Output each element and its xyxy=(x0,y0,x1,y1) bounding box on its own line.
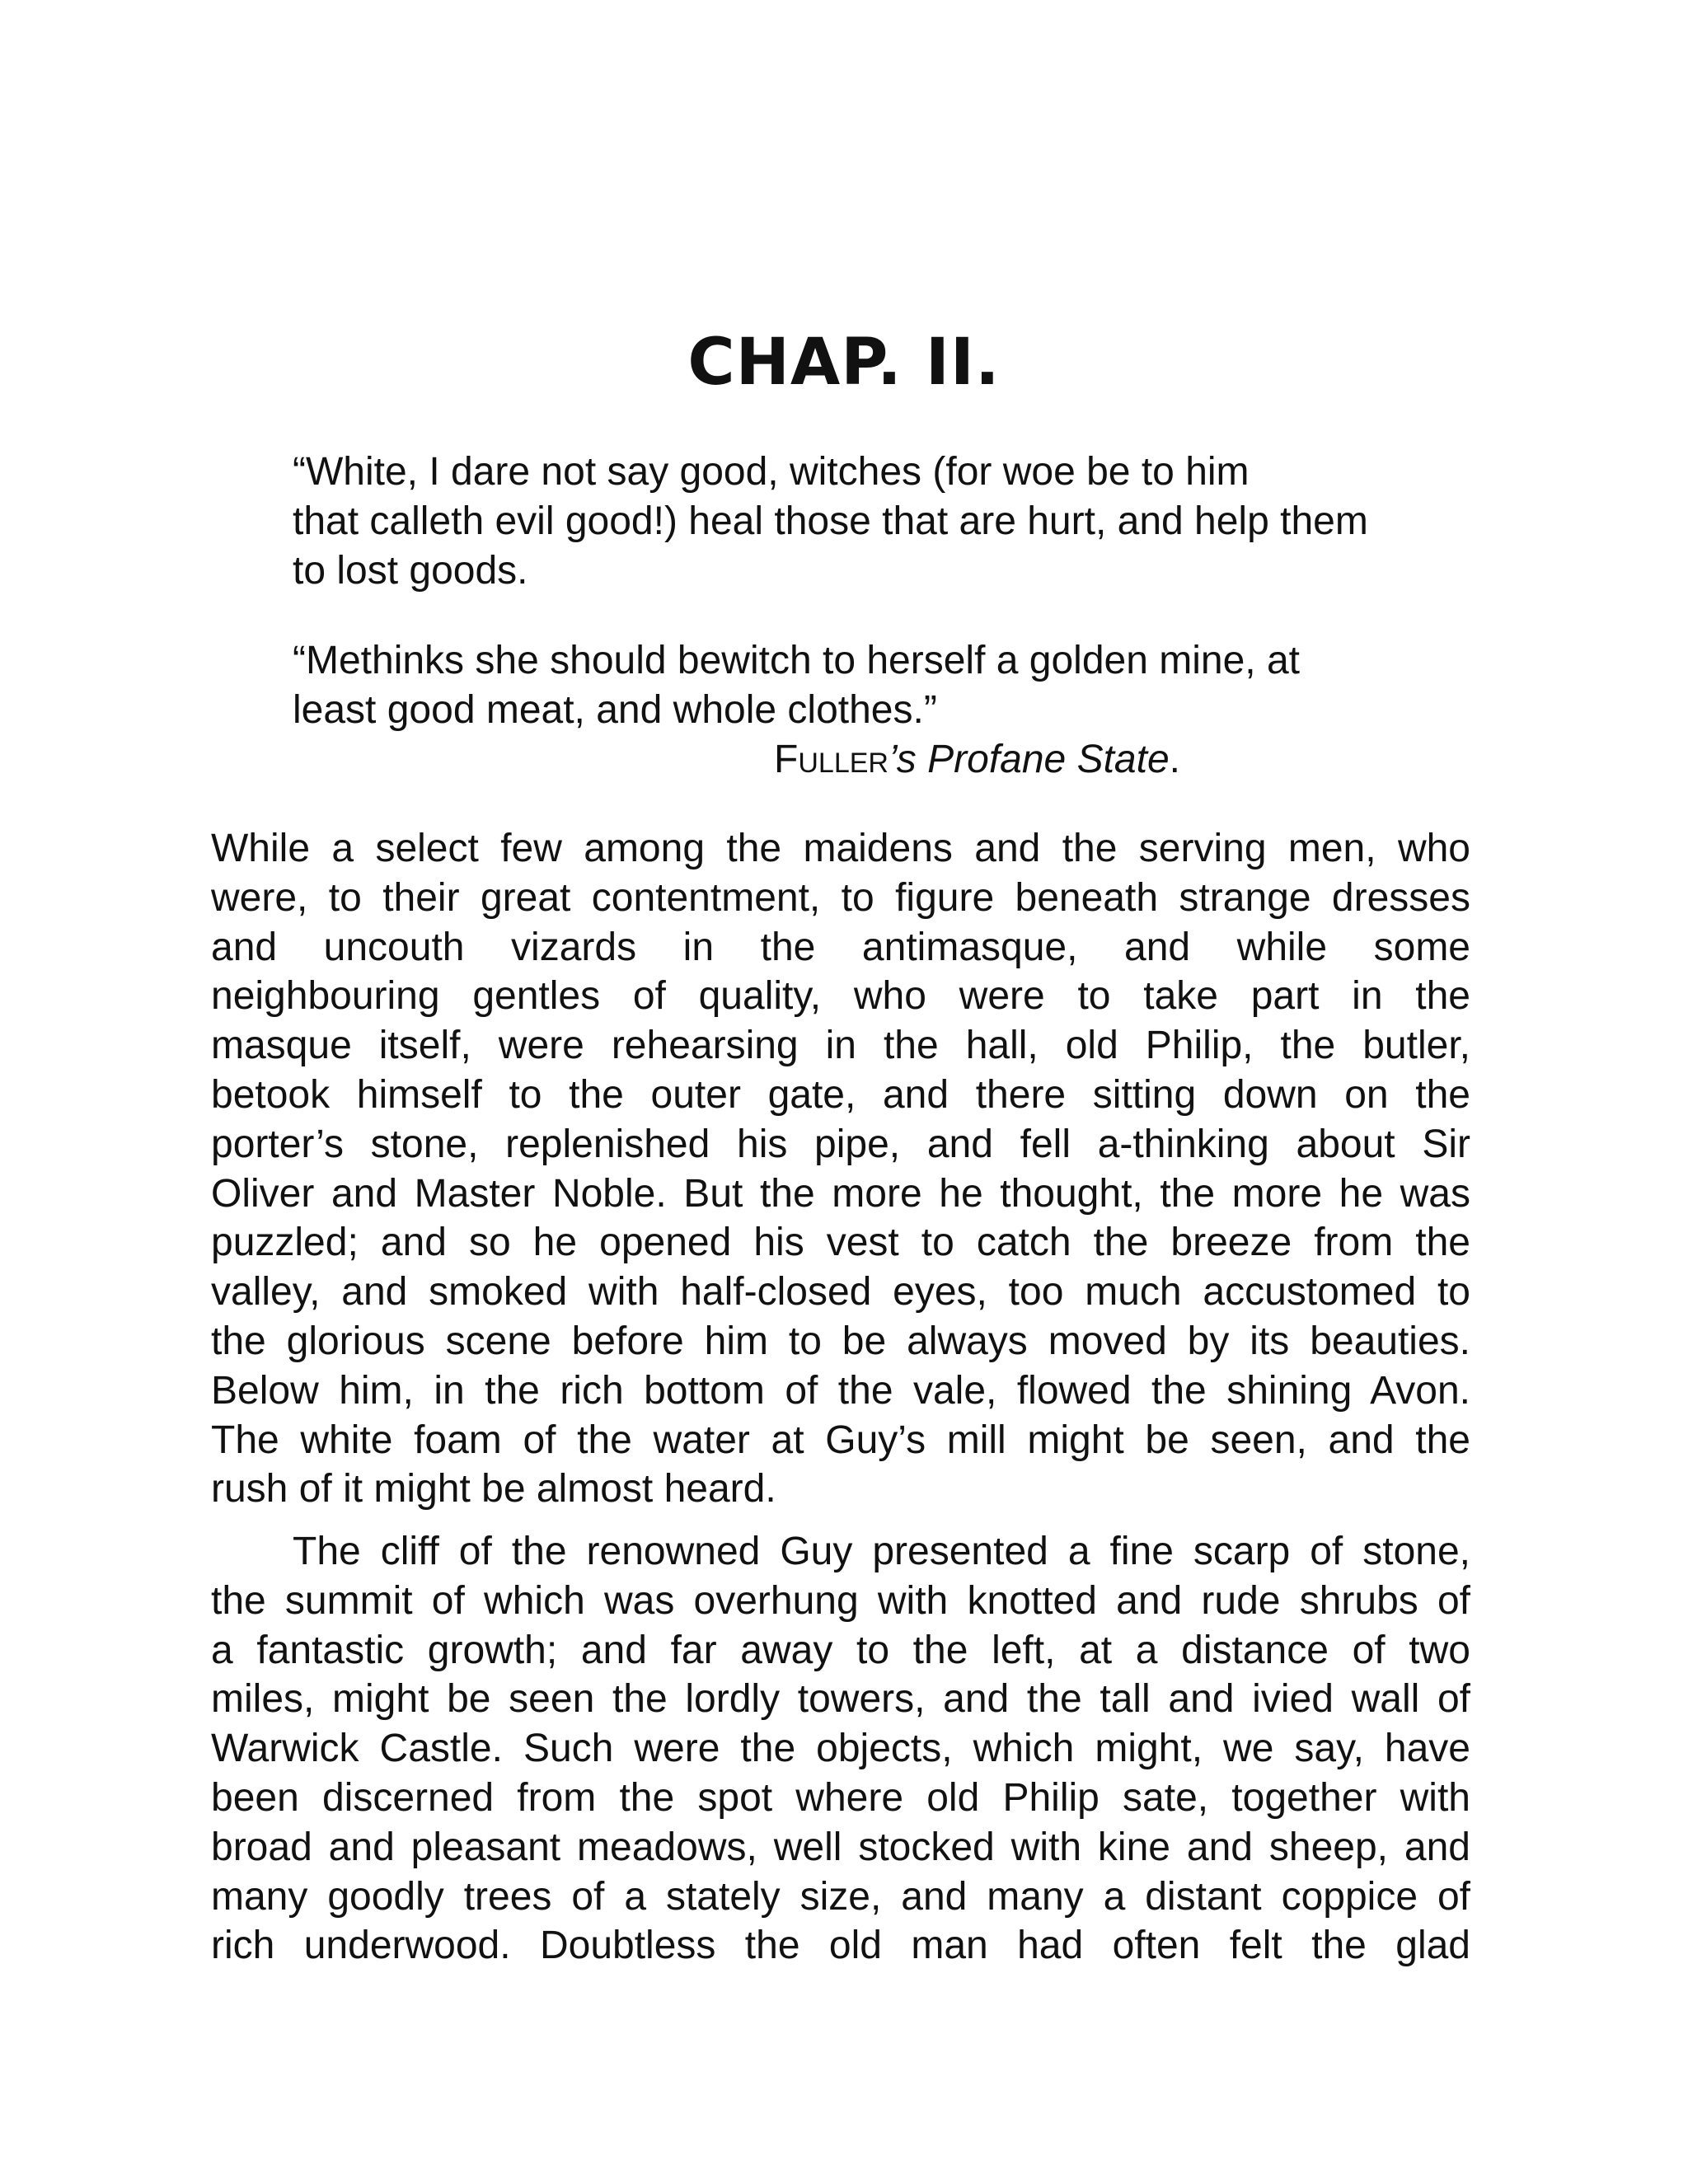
text-line: were, to their great contentment, to figure beneath strange dresses xyxy=(211,875,1470,920)
text-line: and uncouth vizards in the antimasque, and while some xyxy=(211,925,1470,969)
text-line: rich underwood. Doubtless the old man had often felt the glad xyxy=(211,1924,1470,1968)
text-line: While a select few among the maidens and the serving men, who xyxy=(211,827,1470,870)
text-line: Below him, in the rich bottom of the vale, flowed the shining Avon. xyxy=(211,1368,1470,1413)
attribution-work: Profane State xyxy=(927,738,1170,781)
attribution-end: . xyxy=(1169,738,1180,781)
text-line: broad and pleasant meadows, well stocked with kine and sheep, and xyxy=(211,1825,1470,1869)
epigraph-line: least good meat, and whole clothes.” xyxy=(293,688,937,732)
text-line: puzzled; and so he opened his vest to catch the breeze from the xyxy=(211,1221,1470,1265)
attribution-possessive: ’s xyxy=(888,738,928,781)
text-line: betook himself to the outer gate, and there sitting down on the xyxy=(211,1072,1470,1117)
epigraph-line: that calleth evil good!) heal those that are hurt, and help them xyxy=(293,499,1368,543)
text-line: the summit of which was overhung with knotted and rude shrubs of xyxy=(211,1578,1470,1623)
text-line: Oliver and Master Noble. But the more he thought, the more he was xyxy=(211,1171,1470,1216)
epigraph-line: “Methinks she should bewitch to herself a golden mine, at xyxy=(293,639,1301,682)
text-line: been discerned from the spot where old Philip sate, together with xyxy=(211,1775,1470,1820)
epigraph-attribution xyxy=(0,735,1180,785)
body-paragraph-1 xyxy=(211,824,1470,1514)
epigraph-line: “White, I dare not say good, witches (for woe be to him xyxy=(293,450,1250,494)
text-line: neighbouring gentles of quality, who were to take part in the xyxy=(211,974,1470,1019)
chapter-title: CHAP. II. xyxy=(687,326,1001,400)
body-paragraph-2 xyxy=(211,1527,1470,1971)
text-line: rush of it might be almost heard. xyxy=(211,1467,776,1511)
text-line: The white foam of the water at Guy’s mill might be seen, and the xyxy=(211,1418,1470,1462)
epigraph-stanza-2 xyxy=(293,636,1488,735)
text-line: a fantastic growth; and far away to the left, at a distance of two xyxy=(211,1628,1470,1672)
attribution-author: Fuller xyxy=(774,738,889,781)
text-line: miles, might be seen the lordly towers, and the tall and ivied wall of xyxy=(211,1677,1470,1722)
epigraph-stanza-1 xyxy=(293,448,1488,596)
epigraph-line: to lost goods. xyxy=(293,549,528,593)
text-line: the glorious scene before him to be always moved by its beauties. xyxy=(211,1319,1470,1363)
text-line: The cliff of the renowned Guy presented a fine scarp of stone, xyxy=(293,1530,1470,1573)
text-line: valley, and smoked with half-closed eyes, too much accustomed to xyxy=(211,1270,1470,1315)
text-line: masque itself, were rehearsing in the hall, old Philip, the butler, xyxy=(211,1024,1470,1068)
text-line: porter’s stone, replenished his pipe, and fell a-thinking about Sir xyxy=(211,1122,1470,1166)
text-line: many goodly trees of a stately size, and many a distant coppice of xyxy=(211,1874,1470,1919)
text-line: Warwick Castle. Such were the objects, which might, we say, have xyxy=(211,1727,1470,1771)
